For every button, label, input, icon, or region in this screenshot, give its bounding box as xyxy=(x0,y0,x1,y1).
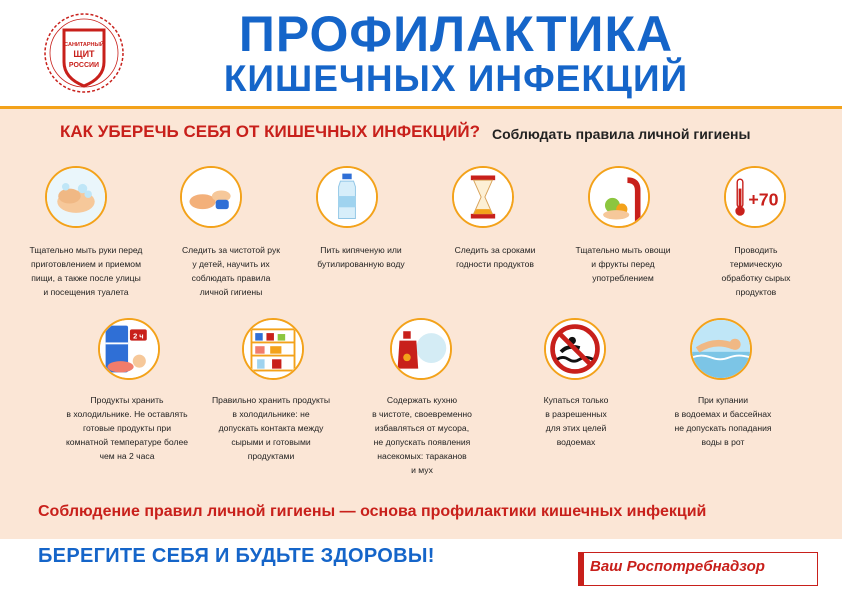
tip-6-text: Проводить термическую обработку сырых продуктов xyxy=(721,245,791,297)
tip-2-text: Следить за чистотой рук у детей, научить их соблюдать правила личной гигиены xyxy=(181,245,281,297)
page-title-line2: КИШЕЧНЫХ ИНФЕКЦИЙ xyxy=(223,58,689,99)
svg-text:+70: +70 xyxy=(748,189,779,210)
tip-4-text: Следить за сроками годности продуктов xyxy=(454,245,536,269)
svg-text:РОССИИ: РОССИИ xyxy=(68,62,100,69)
tip-11-text: При купании в водоемах и бассейнах не допускать попадания воды в рот xyxy=(674,395,772,447)
section-answer: Соблюдать правила личной гигиены xyxy=(492,126,751,142)
svg-text:ЩИТ: ЩИТ xyxy=(73,49,95,59)
section-question: КАК УБЕРЕЧЬ СЕБЯ ОТ КИШЕЧНЫХ ИНФЕКЦИЙ? xyxy=(60,122,481,141)
fridge-icon xyxy=(98,318,160,380)
motto: Соблюдение правил личной гигиены — основа профилактики кишечных инфекций xyxy=(38,503,707,520)
fridge-shelves-icon xyxy=(242,318,304,380)
tip-9-text: Содержать кухню в чистоте, своевременно избавляться от мусора, не допускать появления насекомых: тараканов и мух xyxy=(372,395,472,475)
no-swimming-icon xyxy=(544,318,606,380)
washing-hands-icon xyxy=(45,166,107,228)
swimmer-icon xyxy=(690,318,752,380)
hourglass-icon xyxy=(452,166,514,228)
tip-3-text: Пить кипяченую или бутилированную воду xyxy=(317,245,405,269)
signature: Ваш Роспотребнадзор xyxy=(590,558,765,575)
page-title-line1: ПРОФИЛАКТИКА xyxy=(238,6,674,62)
tip-8-text: Правильно хранить продукты в холодильнике: не допускать контакта между сырыми и готовыми продуктами xyxy=(211,395,330,461)
svg-text:2 ч: 2 ч xyxy=(133,331,144,341)
faucet-fruit-icon xyxy=(588,166,650,228)
cleaning-icon xyxy=(390,318,452,380)
thermometer-icon xyxy=(724,166,786,228)
water-bottle-icon xyxy=(316,166,378,228)
closing-slogan: БЕРЕГИТЕ СЕБЯ И БУДЬТЕ ЗДОРОВЫ! xyxy=(38,545,435,567)
child-hands-icon xyxy=(180,166,242,228)
tip-7-text: Продукты хранить в холодильнике. Не оставлять готовые продукты при комнатной температуре более чем на 2 часа xyxy=(65,395,189,461)
tip-1-text: Тщательно мыть руки перед приготовлением и приемом пищи, а также после улицы и посещения туалета xyxy=(29,245,143,297)
svg-text:САНИТАРНЫЙ: САНИТАРНЫЙ xyxy=(64,42,104,48)
tip-10-text: Купаться только в разрешенных для этих целей водоемах xyxy=(543,395,609,447)
tip-5-text: Тщательно мыть овощи и фрукты перед употреблением xyxy=(575,245,671,283)
